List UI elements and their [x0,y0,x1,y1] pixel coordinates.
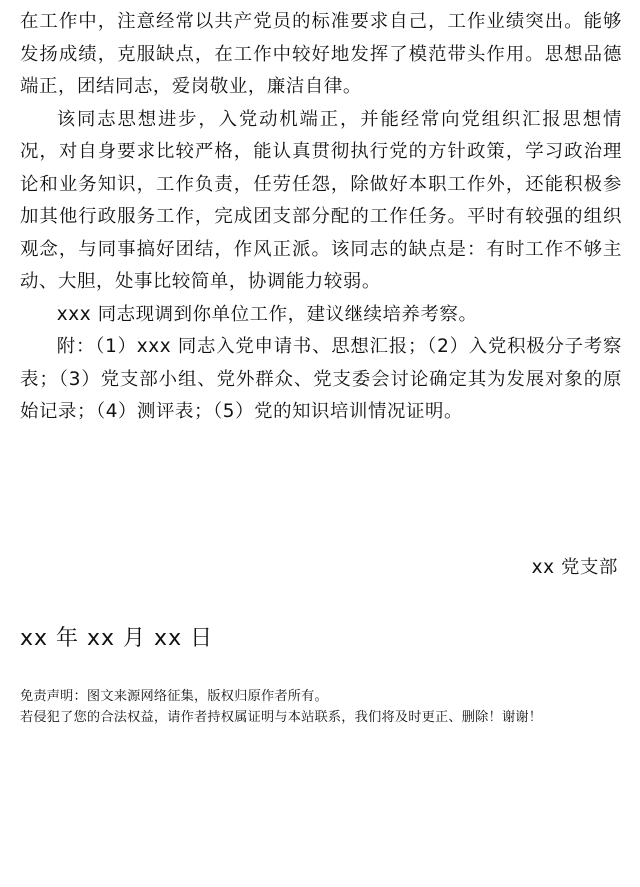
paragraph-evaluation: 该同志思想进步，入党动机端正，并能经常向党组织汇报思想情况，对自身要求比较严格，能认真贯彻执行党的方针政策，学习政治理论和业务知识，工作负责，任劳任怨，除做好本职工作外，还能积极参加其他行政服务工作，完成团支部分配的工作任务。平时有较强的组织观念，与同事搞好团结，作风正派。该同志的缺点是：有时工作不够主动、大胆，处事比较简单，协调能力较弱。 [20,108,622,292]
disclaimer [20,686,630,728]
document-body [20,6,622,429]
paragraph-performance: 在工作中，注意经常以共产党员的标准要求自己，工作业绩突出。能够发扬成绩，克服缺点，在工作中较好地发挥了模范带头作用。思想品德端正，团结同志，爱岗敬业，廉洁自律。 [20,11,622,97]
document-date: xx 年 xx 月 xx 日 [20,626,214,651]
disclaimer-line-2: 若侵犯了您的合法权益，请作者持权属证明与本站联系，我们将及时更正、删除！谢谢！ [20,710,543,725]
signature-party-branch: xx 党支部 [531,557,618,578]
paragraph-transfer-recommendation: xxx 同志现调到你单位工作，建议继续培养考察。 [56,303,478,325]
disclaimer-line-1: 免责声明：图文来源网络征集，版权归原作者所有。 [20,689,328,704]
paragraph-attachments: 附：（1）xxx 同志入党申请书、思想汇报；（2）入党积极分子考察表；（3）党支部小组、党外群众、党支委会讨论确定其为发展对象的原始记录；（4）测评表；（5）党的知识培训情况证明。 [20,336,622,422]
